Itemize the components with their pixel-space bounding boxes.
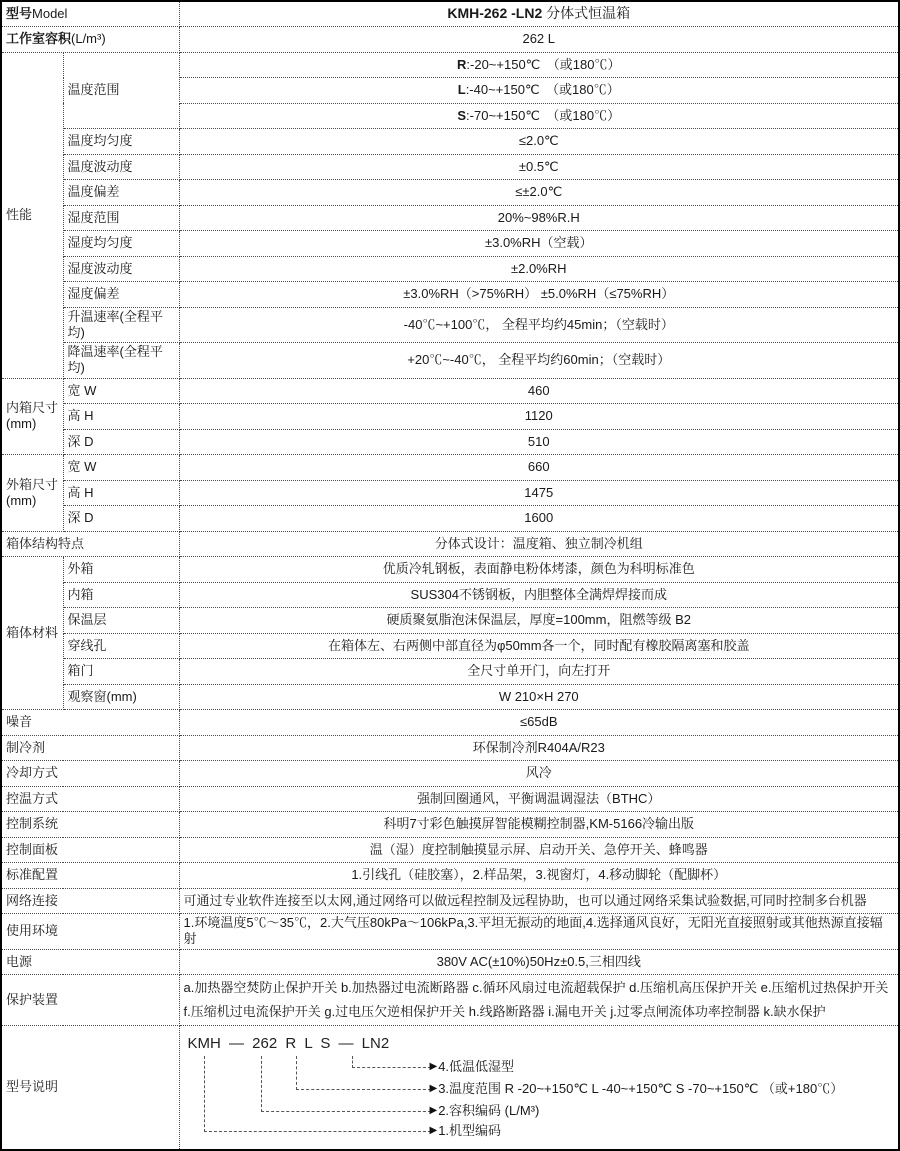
inner-size-group-cell: 内箱尺寸 (mm) [1,378,63,455]
arrow-right-icon: ▶ [429,1124,438,1136]
spec-row-label: 温度波动度 [63,154,179,180]
legend-callout-1 [430,1122,502,1140]
spec-row-value: 硬质聚氨脂泡沫保温层，厚度=100mm，阻燃等级 B2 [179,608,899,634]
spec-row-label: 升温速率(全程平均) [63,307,179,343]
temp-range-l-text: :-40~+150℃ （或180℃） [465,82,620,98]
temp-range-s-cell [179,103,899,129]
spec-row-label: 温度均匀度 [63,129,179,155]
protection-value-cell [179,975,899,1026]
spec-row-value: +20℃~-40℃， 全程平均约60min；（空载时） [179,343,899,379]
spec-row-value: 在箱体左、右两侧中部直径为φ50mm各一个，同时配有橡胶隔离塞和胶盖 [179,633,899,659]
model-label-cn: 型号 [6,5,33,21]
connector-line-1 [204,1056,431,1132]
materials-group-cell: 箱体材料 [1,557,63,710]
spec-row-label: 箱门 [63,659,179,685]
spec-row-label: 内箱 [63,582,179,608]
temp-range-s-text: :-70~+150℃ （或180℃） [466,107,621,123]
spec-row-label: 深 D [63,429,179,455]
volume-label-unit: (L/m³) [71,31,106,47]
spec-row-value: 风冷 [179,761,899,787]
arrow-right-icon: ▶ [429,1104,438,1116]
volume-value-cell: 262 L [179,27,899,53]
spec-row-label: 湿度波动度 [63,256,179,282]
protection-line-2: f.压缩机过电流保护开关 g.过电压欠逆相保护开关 h.线路断路器 i.漏电开关 j.过零点闸流体功率控制器 k.缺水保护 [183,1004,826,1019]
spec-row-value: 可通过专业软件连接至以太网,通过网络可以做远程控制及远程协助，也可以通过网络采集试验数据,可同时控制多台机器 [179,888,899,914]
spec-row-value: 全尺寸单开门，向左打开 [179,659,899,685]
spec-row-label: 冷却方式 [1,761,179,787]
arrow-right-icon: ▶ [429,1060,438,1072]
spec-row-value: 环保制冷剂R404A/R23 [179,735,899,761]
temp-range-s-code: S [457,107,467,123]
spec-row-value: ≤±2.0℃ [179,180,899,206]
volume-label-cell [1,27,179,53]
spec-row-label: 网络连接 [1,888,179,914]
spec-row-value: 1.环境温度5℃～35℃，2.大气压80kPa～106kPa,3.平坦无振动的地面,4.选择通风良好，无阳光直接照射或其他热源直接辐射 [179,914,899,950]
performance-group-cell: 性能 [1,52,63,378]
spec-row-label: 宽 W [63,455,179,481]
spec-row-label: 深 D [63,506,179,532]
spec-row-label: 观察窗(mm) [63,684,179,710]
spec-row-value: 强制回圈通风，平衡调温调湿法（BTHC） [179,786,899,812]
legend-callout-3 [430,1080,844,1098]
structure-value-cell: 分体式设计：温度箱、独立制冷机组 [179,531,899,557]
spec-row-value: 660 [179,455,899,481]
spec-row-value: 460 [179,378,899,404]
spec-row-label: 湿度偏差 [63,282,179,308]
model-number: KMH-262 -LN2 [447,5,543,22]
legend-callout-label: 1.机型编码 [438,1122,502,1138]
spec-row-value: ≤65dB [179,710,899,736]
legend-callout-label: 3.温度范围 R -20~+150℃ L -40~+150℃ S -70~+150℃ （或+180℃） [438,1080,844,1096]
spec-row-label: 电源 [1,949,179,975]
spec-row-value: 1.引线孔（硅胶塞），2.样品架，3.视窗灯，4.移动脚轮（配脚杯） [179,863,899,889]
temp-range-l-cell [179,78,899,104]
spec-row-label: 控制面板 [1,837,179,863]
spec-row-label: 制冷剂 [1,735,179,761]
spec-row-label: 高 H [63,404,179,430]
legend-callout-4 [430,1058,515,1076]
spec-row-value: 20%~98%R.H [179,205,899,231]
volume-label-cn: 工作室容积 [6,31,72,47]
spec-row-label: 宽 W [63,378,179,404]
protection-label-cell: 保护装置 [1,975,179,1026]
spec-row-value: W 210×H 270 [179,684,899,710]
spec-row-value: 1600 [179,506,899,532]
spec-row-label: 湿度均匀度 [63,231,179,257]
model-legend-label-cell: 型号说明 [1,1026,179,1151]
spec-row-label: 噪音 [1,710,179,736]
spec-row-label: 高 H [63,480,179,506]
spec-row-value: 510 [179,429,899,455]
temp-range-r-cell [179,52,899,78]
model-label-cell [1,1,179,27]
spec-row-label: 温度偏差 [63,180,179,206]
spec-row-value: 优质冷轧钢板，表面静电粉体烤漆，颜色为科明标准色 [179,557,899,583]
model-label-en: Model [32,5,68,21]
spec-row-value: 科明7寸彩色触摸屏智能模糊控制器,KM-5166冷输出版 [179,812,899,838]
arrow-right-icon: ▶ [429,1082,438,1094]
spec-row-value: 1120 [179,404,899,430]
outer-size-group-cell: 外箱尺寸 (mm) [1,455,63,532]
spec-row-value: ±2.0%RH [179,256,899,282]
spec-row-label: 穿线孔 [63,633,179,659]
model-legend-diagram [180,1026,899,1149]
model-suffix: 分体式恒温箱 [542,5,631,22]
spec-row-label: 外箱 [63,557,179,583]
spec-row-label: 控温方式 [1,786,179,812]
legend-callout-label: 4.低温低湿型 [438,1058,515,1074]
protection-line-1: a.加热器空焚防止保护开关 b.加热器过电流断路器 c.循环风扇过电流超载保护 d.压缩机高压保护开关 e.压缩机过热保护开关 [183,980,889,995]
temp-range-r-code: R [457,56,467,72]
temp-range-r-text: :-20~+150℃ （或180℃） [466,56,621,72]
spec-row-label: 标准配置 [1,863,179,889]
temp-range-label-cell: 温度范围 [63,52,179,129]
spec-row-value: 1475 [179,480,899,506]
model-legend-diagram-cell [179,1026,899,1151]
structure-label-cell: 箱体结构特点 [1,531,179,557]
spec-row-label: 控制系统 [1,812,179,838]
spec-row-label: 保温层 [63,608,179,634]
legend-callout-2 [430,1102,540,1120]
model-value-cell [179,1,899,27]
legend-callout-label: 2.容积编码 (L/M³) [438,1102,540,1118]
spec-row-value: ±3.0%RH（空载） [179,231,899,257]
spec-row-label: 降温速率(全程平均) [63,343,179,379]
spec-row-value: 380V AC(±10%)50Hz±0.5,三相四线 [179,949,899,975]
spec-row-label: 湿度范围 [63,205,179,231]
temp-range-l-code: L [457,82,466,98]
spec-row-value: SUS304不锈钢板，内胆整体全满焊焊接而成 [179,582,899,608]
spec-row-value: ±0.5℃ [179,154,899,180]
spec-row-value: 温（湿）度控制触摸显示屏、启动开关、急停开关、蜂鸣器 [179,837,899,863]
spec-row-label: 使用环境 [1,914,179,950]
spec-row-value: ±3.0%RH（>75%RH） ±5.0%RH（≤75%RH） [179,282,899,308]
model-code-text: KMH — 262 R L S — LN2 [187,1035,390,1052]
spec-row-value: ≤2.0℃ [179,129,899,155]
spec-row-value: -40℃~+100℃， 全程平均约45min；（空载时） [179,307,899,343]
